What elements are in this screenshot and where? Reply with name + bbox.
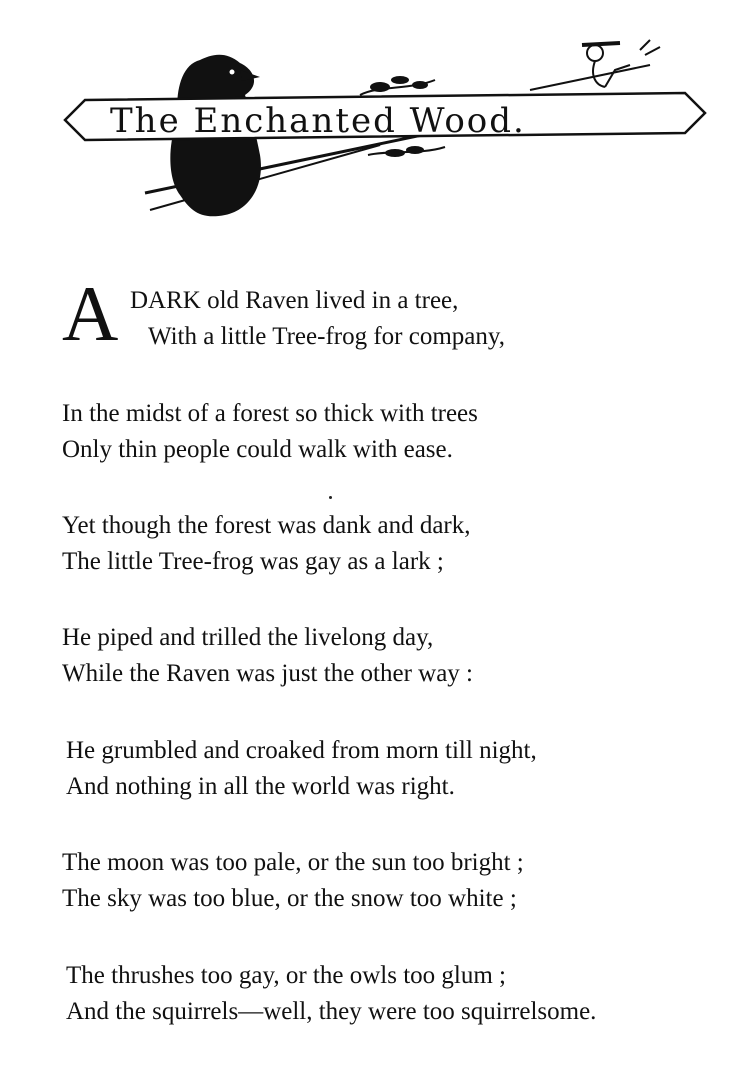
drop-cap: A [62, 270, 119, 357]
poem-line: While the Raven was just the other way : [62, 660, 473, 687]
poem-line: In the midst of a forest so thick with trees [62, 400, 478, 427]
poem-line: Yet though the forest was dank and dark, [62, 512, 471, 539]
poem-line: The moon was too pale, or the sun too bright ; [62, 849, 524, 876]
stanza-2 [62, 396, 478, 468]
poem-line: He piped and trilled the livelong day, [62, 624, 434, 651]
poem-line: He grumbled and croaked from morn till night, [66, 737, 537, 764]
poem-line: The thrushes too gay, or the owls too glum ; [66, 962, 506, 989]
stanza-5 [66, 733, 537, 805]
poem-line: DARK old Raven lived in a tree, [130, 287, 459, 314]
poem-line: With a little Tree-frog for company, [148, 323, 506, 350]
raven-and-treefrog-illustration [50, 25, 710, 235]
poem-line: And the squirrels—well, they were too squirrelsome. [66, 998, 597, 1025]
poem-line: And nothing in all the world was right. [66, 773, 455, 800]
stanza-7 [66, 958, 596, 1030]
poem-line: The little Tree-frog was gay as a lark ; [62, 548, 444, 575]
stanza-1 [130, 283, 505, 355]
poem-line: The sky was too blue, or the snow too white ; [62, 885, 517, 912]
stanza-3 [62, 508, 471, 580]
ink-speck [329, 496, 332, 499]
treefrog-icon [582, 40, 660, 87]
stanza-6 [62, 845, 524, 917]
stanza-4 [62, 620, 473, 692]
poem-line: Only thin people could walk with ease. [62, 436, 453, 463]
title-text: The Enchanted Wood. [110, 101, 526, 141]
title-illustration [50, 25, 710, 235]
